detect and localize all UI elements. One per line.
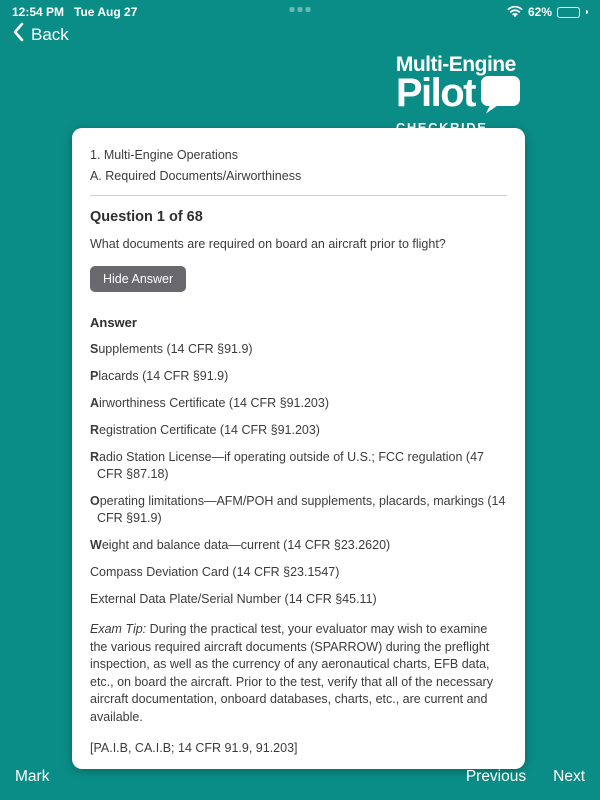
status-time: 12:54 PM: [12, 5, 65, 19]
question-card: [72, 128, 525, 769]
answer-item: [90, 591, 507, 608]
battery-icon: [557, 7, 580, 18]
answer-item: [90, 395, 507, 412]
question-text: What documents are required on board an aircraft prior to flight?: [90, 237, 446, 251]
answer-item-text: perating limitations—AFM/POH and supplements, placards, markings (14 CFR §91.9): [97, 494, 506, 525]
answer-mnemonic-letter: A: [90, 396, 100, 410]
answer-item: [90, 564, 507, 581]
answer-item-text: Compass Deviation Card (14 CFR §23.1547): [90, 565, 340, 579]
previous-button[interactable]: Previous: [465, 768, 527, 785]
wifi-icon: [507, 5, 523, 20]
answer-item: [90, 422, 507, 439]
answer-item-text: eight and balance data—current (14 CFR §23.2620): [101, 538, 391, 552]
answer-mnemonic-letter: O: [90, 494, 100, 508]
status-bar: [0, 0, 600, 24]
logo-line2: Pilot: [395, 71, 475, 115]
chevron-left-icon: [12, 22, 24, 47]
answer-item-text: lacards (14 CFR §91.9): [98, 369, 229, 383]
answer-mnemonic-letter: R: [90, 423, 100, 437]
back-label: Back: [31, 24, 69, 44]
status-right: [507, 5, 588, 20]
app-logo: [396, 54, 521, 134]
answer-item-text: upplements (14 CFR §91.9): [98, 342, 253, 356]
question-heading: Question 1 of 68: [90, 209, 203, 225]
exam-tip: [90, 621, 507, 726]
divider: [90, 195, 507, 196]
answer-item-text: adio Station License—if operating outside of U.S.; FCC regulation (47 CFR §87.18): [97, 450, 484, 481]
battery-cap: [586, 10, 588, 14]
answer-item: [90, 341, 507, 358]
subsection-title: A. Required Documents/Airworthiness: [90, 169, 302, 183]
answer-mnemonic-letter: S: [90, 342, 99, 356]
answer-item: [90, 449, 507, 483]
status-left: [12, 5, 137, 19]
battery-percent: 62%: [527, 5, 552, 19]
answer-list: [90, 341, 507, 608]
next-button[interactable]: Next: [553, 768, 585, 785]
section-title: 1. Multi-Engine Operations: [90, 148, 238, 162]
exam-tip-text: During the practical test, your evaluator may wish to examine the various required aircraft documents (SPARROW) during the preflight inspection, as well as the currency of any aeronautical charts, EFB data, etc., on board the aircraft. Prior to the test, verify that all of the necessary aircraft documentation, onboard databases, charts, etc., are current and available.: [90, 622, 493, 724]
answer-mnemonic-letter: R: [90, 450, 100, 464]
status-date: Tue Aug 27: [74, 5, 138, 19]
answer-heading: Answer: [90, 315, 137, 330]
answer-mnemonic-letter: W: [90, 538, 102, 552]
mark-button[interactable]: Mark: [15, 768, 50, 785]
answer-mnemonic-letter: P: [90, 369, 99, 383]
answer-item-text: egistration Certificate (14 CFR §91.203): [99, 423, 320, 437]
answer-item: [90, 368, 507, 385]
bottom-toolbar: [0, 754, 600, 800]
answer-item: [90, 493, 507, 527]
answer-item-text: irworthiness Certificate (14 CFR §91.203): [99, 396, 329, 410]
citation: [PA.I.B, CA.I.B; 14 CFR 91.9, 91.203]: [90, 741, 298, 755]
answer-item: [90, 537, 507, 554]
logo-line1: Multi-Engine: [395, 53, 516, 76]
exam-tip-label: Exam Tip:: [90, 622, 147, 636]
answer-item-text: External Data Plate/Serial Number (14 CFR §45.11): [90, 592, 377, 606]
multitasking-dots-icon: [290, 7, 311, 12]
speech-bubble-icon: [480, 76, 521, 118]
back-button[interactable]: [12, 22, 69, 47]
hide-answer-button[interactable]: Hide Answer: [90, 266, 186, 292]
